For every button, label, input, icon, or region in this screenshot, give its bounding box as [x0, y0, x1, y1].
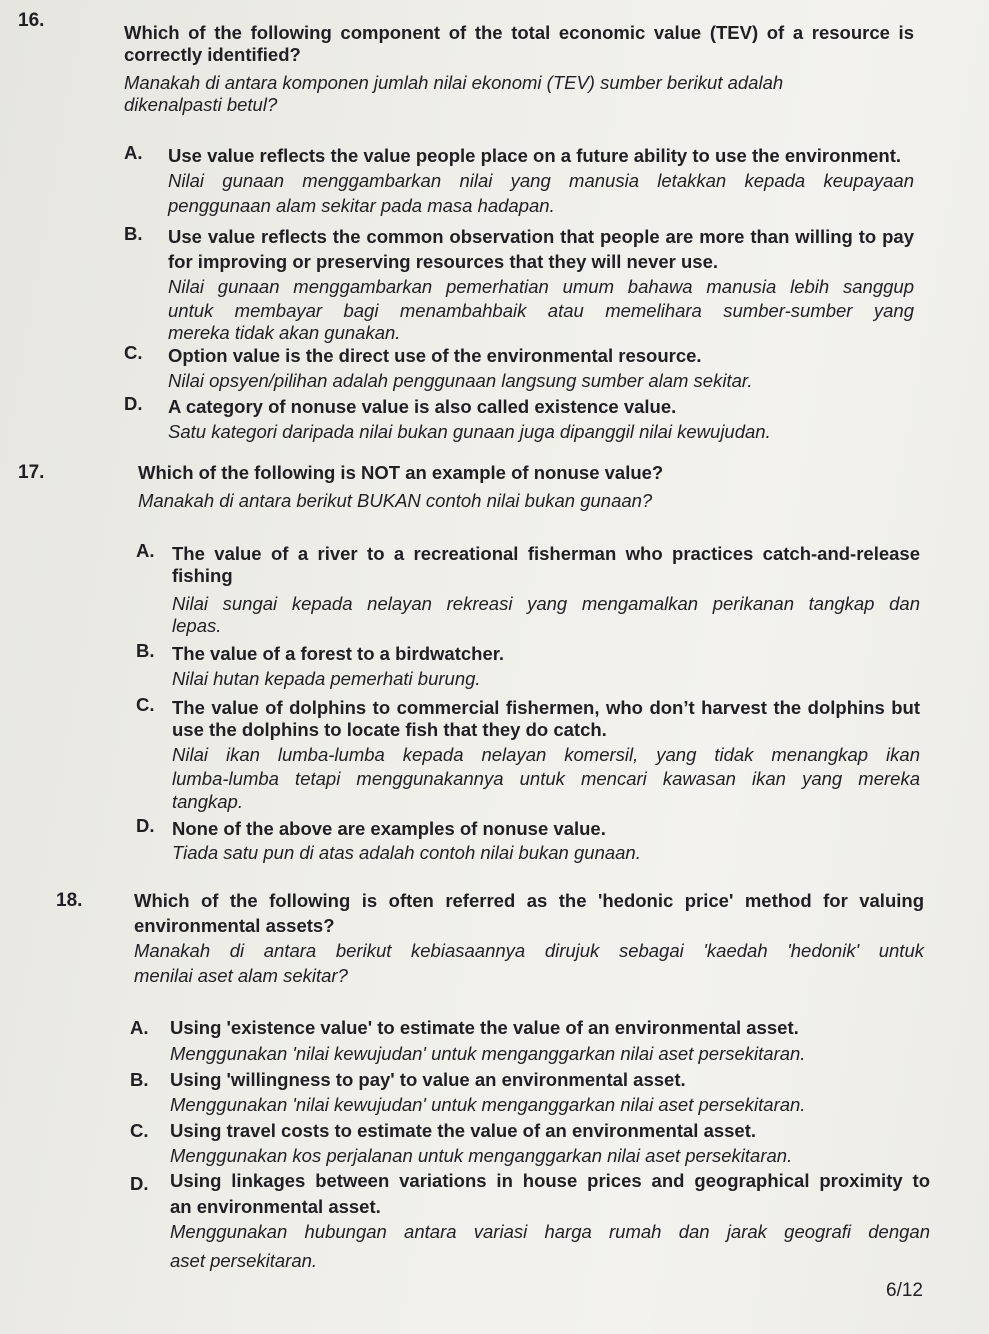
option-letter: C.: [136, 694, 155, 715]
option-text-en: The value of dolphins to commercial fishermen, who don’t harvest the dolphins but: [172, 697, 920, 718]
option-text-ms: Nilai gunaan menggambarkan nilai yang manusia letakkan kepada keupayaan: [168, 170, 914, 191]
question-stem-en: Which of the following is often referred as the 'hedonic price' method for valuing: [134, 890, 924, 911]
option-text-en: Using linkages between variations in house prices and geographical proximity to: [170, 1170, 930, 1191]
option-letter: D.: [136, 815, 155, 836]
question-stem-ms: Manakah di antara komponen jumlah nilai ekonomi (TEV) sumber berikut adalah: [124, 72, 784, 93]
question-stem-ms: Manakah di antara berikut kebiasaannya dirujuk sebagai 'kaedah 'hedonik' untuk: [134, 940, 924, 961]
question-stem-ms: menilai aset alam sekitar?: [134, 965, 348, 986]
option-text-en: The value of a forest to a birdwatcher.: [172, 643, 505, 664]
option-letter: D.: [130, 1173, 149, 1194]
question-stem-ms: Manakah di antara berikut BUKAN contoh nilai bukan gunaan?: [138, 490, 653, 511]
option-text-en: A category of nonuse value is also called existence value.: [168, 396, 677, 417]
option-text-ms: lepas.: [172, 615, 222, 636]
option-letter: B.: [130, 1069, 149, 1090]
option-text-ms: Nilai sungai kepada nelayan rekreasi yang mengamalkan perikanan tangkap dan: [172, 593, 920, 614]
question-stem-ms: dikenalpasti betul?: [124, 94, 278, 115]
option-letter: B.: [124, 223, 143, 244]
option-text-ms: Satu kategori daripada nilai bukan gunaan juga dipanggil nilai kewujudan.: [168, 421, 771, 442]
option-text-ms: untuk membayar bagi menambahbaik atau memelihara sumber-sumber yang: [168, 300, 914, 321]
option-text-ms: lumba-lumba tetapi menggunakannya untuk mencari kawasan ikan yang mereka: [172, 768, 920, 789]
option-letter: A.: [124, 142, 143, 163]
option-text-ms: Nilai opsyen/pilihan adalah penggunaan langsung sumber alam sekitar.: [168, 370, 753, 391]
question-number: 16.: [18, 10, 45, 31]
option-text-en: None of the above are examples of nonuse value.: [172, 818, 606, 839]
option-text-en: Option value is the direct use of the environmental resource.: [168, 345, 702, 366]
option-text-en: Use value reflects the value people place on a future ability to use the environment.: [168, 145, 902, 166]
option-text-ms: mereka tidak akan gunakan.: [168, 322, 401, 343]
option-text-en: an environmental asset.: [170, 1196, 381, 1217]
option-text-ms: Nilai ikan lumba-lumba kepada nelayan komersil, yang tidak menangkap ikan: [172, 744, 920, 765]
question-stem-en: correctly identified?: [124, 44, 301, 65]
option-text-ms: Tiada satu pun di atas adalah contoh nilai bukan gunaan.: [172, 842, 641, 863]
option-text-ms: Menggunakan hubungan antara variasi harga rumah dan jarak geografi dengan: [170, 1221, 930, 1242]
option-text-ms: Menggunakan 'nilai kewujudan' untuk menganggarkan nilai aset persekitaran.: [170, 1094, 806, 1115]
option-letter: C.: [124, 342, 143, 363]
question-number: 18.: [56, 890, 83, 911]
option-text-en: use the dolphins to locate fish that they do catch.: [172, 719, 607, 740]
question-stem-en: Which of the following is NOT an example of nonuse value?: [138, 462, 664, 483]
question-stem-en: environmental assets?: [134, 915, 335, 936]
option-text-en: Using travel costs to estimate the value of an environmental asset.: [170, 1120, 757, 1141]
option-text-ms: Menggunakan kos perjalanan untuk menganggarkan nilai aset persekitaran.: [170, 1145, 793, 1166]
option-letter: A.: [130, 1017, 149, 1038]
option-text-ms: Nilai hutan kepada pemerhati burung.: [172, 668, 481, 689]
option-text-ms: aset persekitaran.: [170, 1250, 318, 1271]
option-letter: D.: [124, 393, 143, 414]
question-stem-en: Which of the following component of the total economic value (TEV) of a resource is: [124, 22, 914, 43]
option-text-en: The value of a river to a recreational fisherman who practices catch-and-release: [172, 543, 920, 564]
page-number: 6/12: [886, 1280, 923, 1301]
option-letter: C.: [130, 1120, 149, 1141]
option-text-ms: Nilai gunaan menggambarkan pemerhatian umum bahawa manusia lebih sanggup: [168, 276, 914, 297]
option-text-en: Using 'willingness to pay' to value an environmental asset.: [170, 1069, 686, 1090]
option-text-ms: penggunaan alam sekitar pada masa hadapan.: [168, 195, 555, 216]
option-text-en: Using 'existence value' to estimate the value of an environmental asset.: [170, 1017, 799, 1038]
option-text-ms: tangkap.: [172, 791, 243, 812]
option-letter: A.: [136, 540, 155, 561]
option-text-ms: Menggunakan 'nilai kewujudan' untuk menganggarkan nilai aset persekitaran.: [170, 1043, 806, 1064]
option-text-en: Use value reflects the common observation that people are more than willing to pay: [168, 226, 914, 247]
question-number: 17.: [18, 462, 45, 483]
option-text-en: for improving or preserving resources that they will never use.: [168, 251, 719, 272]
option-letter: B.: [136, 640, 155, 661]
option-text-en: fishing: [172, 565, 233, 586]
